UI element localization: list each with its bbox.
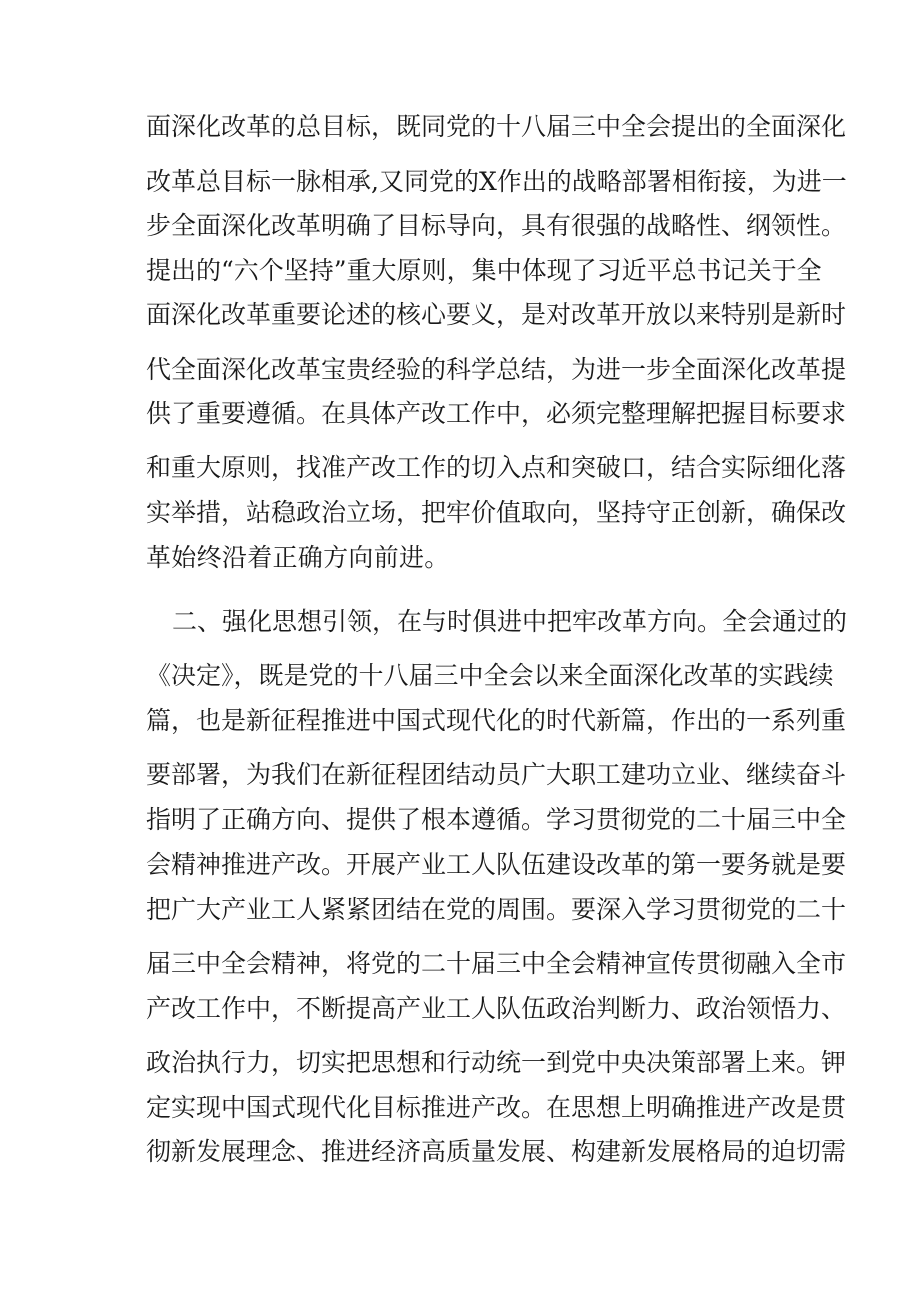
paragraph-1-line-3: 步全面深化改革明确了目标导向，具有很强的战略性、纲领性。 (146, 211, 847, 240)
paragraph-2-line-6: 会精神推进产改。开展产业工人队伍建设改革的第一要务就是要 (146, 850, 847, 879)
paragraph-1-line-1: 面深化改革的总目标，既同党的十八届三中全会提出的全面深化 (146, 112, 847, 141)
paragraph-2-line-3: 篇，也是新征程推进中国式现代化的时代新篇，作出的一系列重 (146, 706, 847, 735)
paragraph-2-line-7: 把广大产业工人紧紧团结在党的周围。要深入学习贯彻党的二十 (146, 895, 847, 924)
paragraph-1-line-4: 提出的“六个坚持”重大原则，集中体现了习近平总书记关于全 (146, 256, 822, 285)
paragraph-2-line-9: 产改工作中，不断提高产业工人队伍政治判断力、政治领悟力、 (146, 994, 847, 1023)
paragraph-1-line-6: 代全面深化改革宝贵经验的科学总结，为进一步全面深化改革提 (146, 355, 847, 384)
paragraph-2-line-5: 指明了正确方向、提供了根本遵循。学习贯彻党的二十届三中全 (146, 805, 847, 834)
paragraph-2-line-11: 定实现中国式现代化目标推进产改。在思想上明确推进产改是贯 (146, 1093, 847, 1122)
paragraph-1-line-8: 和重大原则，找准产改工作的切入点和突破口，结合实际细化落 (146, 453, 847, 482)
paragraph-1-line-5: 面深化改革重要论述的核心要义，是对改革开放以来特别是新时 (146, 300, 847, 329)
paragraph-2-line-12: 彻新发展理念、推进经济高质量发展、构建新发展格局的迫切需 (146, 1137, 847, 1166)
paragraph-2-line-2: 《决定》，既是党的十八届三中全会以来全面深化改革的实践续 (146, 661, 834, 690)
paragraph-1-line-2: 改革总目标一脉相承,又同党的X作出的战略部署相衔接，为进一 (146, 167, 847, 196)
paragraph-2-line-10: 政治执行力，切实把思想和行动统一到党中央决策部署上来。钾 (146, 1048, 847, 1077)
paragraph-1-line-9: 实举措，站稳政治立场，把牢价值取向，坚持守正创新，确保改 (146, 498, 847, 527)
paragraph-2-line-4: 要部署，为我们在新征程团结动员广大职工建功立业、继续奋斗 (146, 760, 847, 789)
paragraph-1-line-10: 革始终沿着正确方向前进。 (146, 543, 450, 572)
paragraph-2-line-8: 届三中全会精神，将党的二十届三中全会精神宣传贯彻融入全市 (146, 949, 847, 978)
paragraph-1-line-7: 供了重要遵循。在具体产改工作中，必须完整理解把握目标要求 (146, 399, 847, 428)
paragraph-2-line-1: 二、强化思想引领，在与时俱进中把牢改革方向。全会通过的 (172, 607, 848, 636)
